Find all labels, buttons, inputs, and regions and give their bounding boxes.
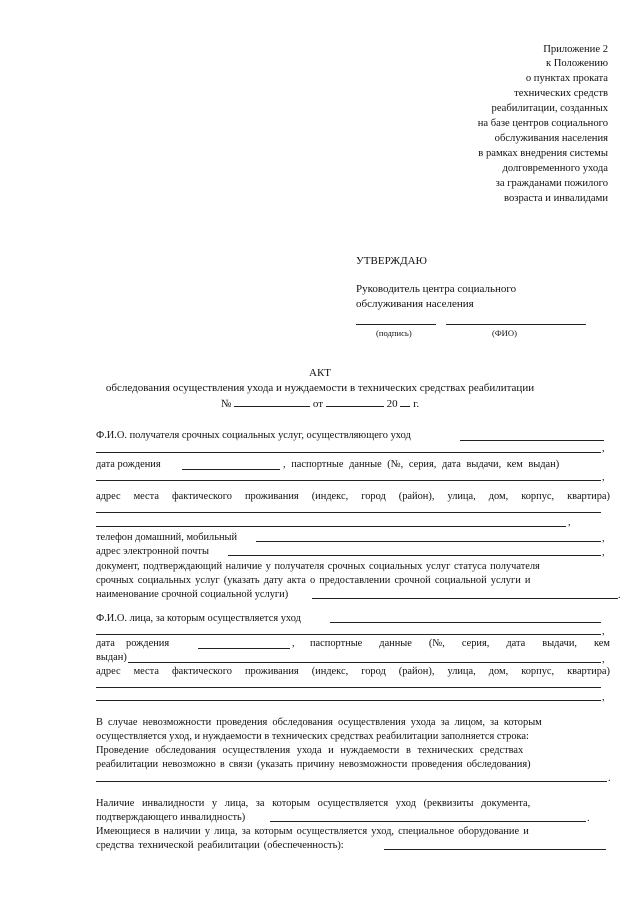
word: проживания: [244, 491, 299, 502]
recipient-email-field[interactable]: [228, 555, 601, 556]
attachment-line: за гражданами пожилого: [495, 178, 608, 189]
word: квартира): [567, 666, 610, 677]
comma: ,: [602, 547, 605, 558]
recipient-email-label: адрес электронной почты: [96, 546, 209, 557]
word: адрес: [96, 491, 121, 502]
act-title: АКТ: [309, 367, 331, 379]
name-field[interactable]: [446, 324, 586, 325]
attachment-line: обслуживания населения: [494, 133, 608, 144]
comma: ,: [602, 692, 605, 703]
period: .: [587, 813, 590, 824]
period: .: [618, 590, 621, 601]
recipient-address-label: [96, 490, 610, 503]
act-number-field[interactable]: [234, 397, 310, 407]
word: фактического: [171, 666, 232, 677]
recipient-phone-field[interactable]: [256, 541, 601, 542]
equipment-label: средства технической реабилитации (обеспеченность):: [96, 840, 344, 851]
cared-address-label: [96, 665, 610, 678]
word: фактического: [171, 491, 232, 502]
word: места: [133, 666, 159, 677]
recipient-fio-field-cont[interactable]: [96, 452, 601, 453]
recipient-passport-label: , паспортные данные (№, серия, дата выдачи, кем выдан): [283, 459, 560, 470]
year-suffix: г.: [413, 398, 420, 410]
word: улица,: [447, 666, 476, 677]
disability-label: Наличие инвалидности у лица, за которым осуществляется уход (реквизиты документа,: [96, 798, 531, 809]
recipient-address-field[interactable]: [96, 512, 601, 513]
word: выдачи,: [542, 638, 577, 649]
recipient-fio-label: Ф.И.О. получателя срочных социальных услуг, осуществляющего уход: [96, 430, 411, 441]
word: квартира): [567, 491, 610, 502]
word: (район),: [398, 666, 435, 677]
number-sign: №: [220, 398, 232, 410]
attachment-line: реабилитации, созданных: [491, 103, 608, 114]
word: улица,: [447, 491, 476, 502]
recipient-passport-field[interactable]: [96, 480, 601, 481]
cared-passport-label: [310, 637, 610, 650]
name-caption: (ФИО): [492, 328, 517, 338]
recipient-birth-label: дата рождения: [96, 459, 161, 470]
attachment-line: Приложение 2: [543, 44, 608, 55]
attachment-line: долговременного ухода: [502, 163, 608, 174]
approve-position-line: обслуживания населения: [356, 298, 474, 310]
recipient-status-doc-label: документ, подтверждающий наличие у получателя срочных социальных услуг статуса получателя: [96, 561, 540, 572]
attachment-line: в рамках внедрения системы: [478, 148, 608, 159]
comma: ,: [292, 638, 295, 649]
recipient-status-doc-label: срочных социальных услуг (указать дату акта о предоставлении срочной социальной услуги и: [96, 575, 531, 586]
word: корпус,: [521, 666, 555, 677]
disability-label: подтверждающего инвалидность): [96, 812, 246, 823]
period: .: [608, 773, 611, 784]
word: город: [361, 666, 386, 677]
word: проживания: [244, 666, 299, 677]
comma: ,: [602, 533, 605, 544]
approve-position-line: Руководитель центра социального: [356, 283, 517, 295]
word: (№,: [428, 638, 445, 649]
recipient-fio-field[interactable]: [460, 440, 604, 441]
word: данные: [379, 638, 412, 649]
recipient-address-field-cont[interactable]: [96, 526, 566, 527]
word: адрес: [96, 666, 121, 677]
act-number-line: [0, 397, 640, 411]
word: серия,: [461, 638, 490, 649]
equipment-label: Имеющиеся в наличии у лица, за которым осуществляется уход, специальное оборудование и: [96, 826, 529, 837]
impossible-reason-field[interactable]: [96, 781, 607, 782]
word: дата: [96, 638, 115, 649]
attachment-line: возраста и инвалидами: [504, 193, 608, 204]
recipient-birth-field[interactable]: [182, 469, 280, 470]
recipient-status-doc-label: наименование срочной социальной услуги): [96, 589, 289, 600]
impossible-note: осуществляется уход, и нуждаемости в технических средствах реабилитации заполняется строка:: [96, 731, 529, 742]
signature-field[interactable]: [356, 324, 436, 325]
word: рождения: [126, 638, 170, 649]
date-from-label: от: [312, 398, 324, 410]
word: дата: [506, 638, 526, 649]
cared-fio-field-cont[interactable]: [96, 634, 601, 635]
word: дом,: [488, 666, 509, 677]
act-subtitle: обследования осуществления ухода и нуждаемости в технических средствах реабилитации: [105, 382, 535, 394]
word: (индекс,: [311, 491, 349, 502]
act-date-field[interactable]: [326, 397, 384, 407]
cared-issued-label: выдан): [96, 652, 127, 663]
recipient-status-doc-field[interactable]: [312, 598, 618, 599]
comma: ,: [602, 472, 605, 483]
comma: ,: [602, 443, 605, 454]
cared-address-field-cont[interactable]: [96, 700, 601, 701]
year-prefix: 20: [386, 398, 398, 410]
word: корпус,: [521, 491, 555, 502]
signature-caption: (подпись): [376, 328, 412, 338]
word: места: [133, 491, 159, 502]
attachment-line: технических средств: [514, 88, 608, 99]
cared-address-field[interactable]: [96, 687, 601, 688]
word: (индекс,: [311, 666, 349, 677]
approve-heading: УТВЕРЖДАЮ: [356, 255, 427, 267]
comma: ,: [568, 517, 571, 528]
cared-fio-field[interactable]: [330, 622, 601, 623]
comma: ,: [602, 654, 605, 665]
word: паспортные: [310, 638, 363, 649]
word: (район),: [398, 491, 435, 502]
impossible-note: В случае невозможности проведения обследования осуществления ухода за лицом, за которым: [96, 717, 542, 728]
impossible-reason-label: Проведение обследования осуществления ухода и нуждаемости в технических средствах: [96, 745, 524, 756]
attachment-line: на базе центров социального: [477, 118, 608, 129]
word: город: [361, 491, 386, 502]
disability-field[interactable]: [270, 821, 586, 822]
word: кем: [593, 638, 610, 649]
recipient-phone-label: телефон домашний, мобильный: [96, 532, 238, 543]
act-year-field[interactable]: [400, 397, 410, 407]
word: дом,: [488, 491, 509, 502]
attachment-line: к Положению: [545, 58, 608, 69]
comma: ,: [602, 626, 605, 637]
cared-fio-label: Ф.И.О. лица, за которым осуществляется уход: [96, 613, 301, 624]
cared-passport-field[interactable]: [128, 662, 601, 663]
equipment-field[interactable]: [384, 849, 606, 850]
cared-birth-field[interactable]: [198, 639, 290, 649]
impossible-reason-label: реабилитации невозможно в связи (указать причину невозможности проведения обследования): [96, 759, 531, 770]
attachment-line: о пунктах проката: [525, 73, 608, 84]
